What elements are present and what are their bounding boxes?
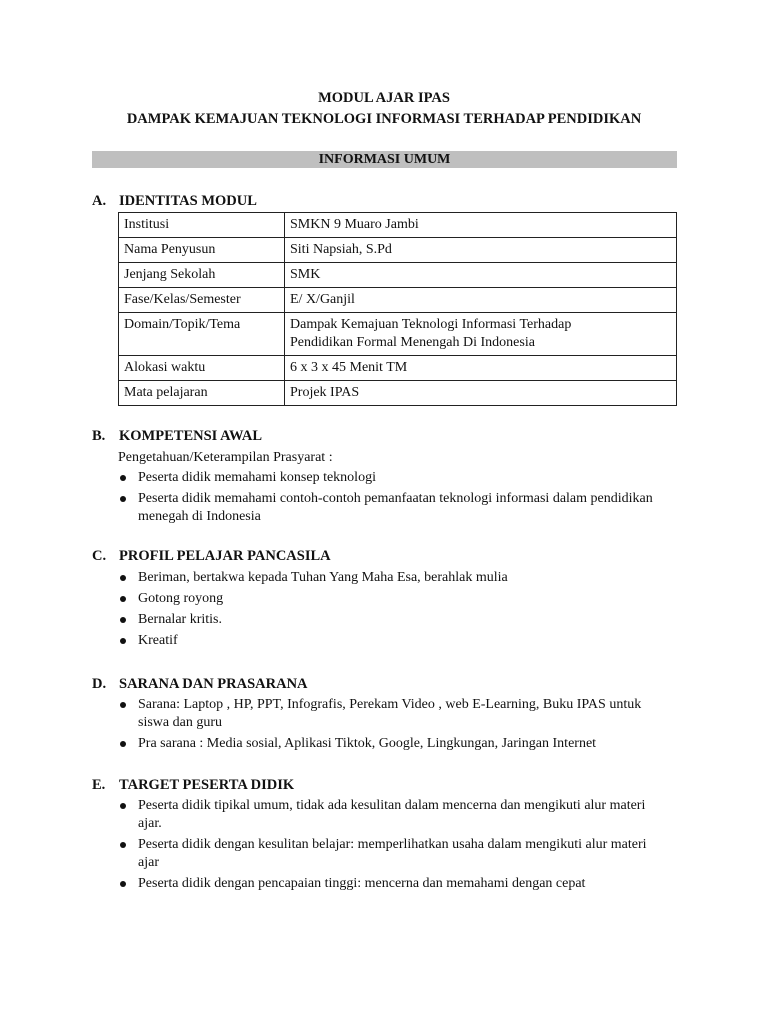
table-key: Institusi xyxy=(119,213,285,238)
section-b-intro: Pengetahuan/Keterampilan Prasyarat : xyxy=(118,450,333,465)
list-item xyxy=(118,797,663,833)
table-row xyxy=(119,213,677,238)
table-row xyxy=(119,288,677,313)
list-item xyxy=(118,569,663,587)
bullet-icon xyxy=(120,496,126,502)
section-c-title: PROFIL PELAJAR PANCASILA xyxy=(119,548,331,564)
table-value: 6 x 3 x 45 Menit TM xyxy=(285,356,677,381)
section-c xyxy=(92,547,692,566)
table-value: SMK xyxy=(285,263,677,288)
section-d-title: SARANA DAN PRASARANA xyxy=(119,676,308,692)
section-c-list xyxy=(118,569,663,653)
table-key: Nama Penyusun xyxy=(119,238,285,263)
info-bar: INFORMASI UMUM xyxy=(92,151,677,168)
section-e-heading xyxy=(92,776,692,795)
list-item-text: Kreatif xyxy=(138,633,178,648)
section-b-heading xyxy=(92,427,692,446)
section-b-list xyxy=(118,469,663,529)
table-value: Dampak Kemajuan Teknologi Informasi Terhadap Pendidikan Formal Menengah Di Indonesia xyxy=(285,313,677,356)
table-key: Domain/Topik/Tema xyxy=(119,313,285,356)
section-c-heading xyxy=(92,547,692,566)
list-item xyxy=(118,875,663,893)
table-row xyxy=(119,356,677,381)
list-item-text: Peserta didik memahami contoh-contoh pemanfaatan teknologi informasi dalam pendidikan menegah di Indonesia xyxy=(138,491,653,524)
table-value: SMKN 9 Muaro Jambi xyxy=(285,213,677,238)
section-d-heading xyxy=(92,675,692,694)
list-item xyxy=(118,490,663,526)
table-key: Alokasi waktu xyxy=(119,356,285,381)
list-item xyxy=(118,590,663,608)
section-d-list xyxy=(118,696,663,756)
section-b-title: KOMPETENSI AWAL xyxy=(119,428,263,444)
list-item-text: Pra sarana : Media sosial, Aplikasi Tiktok, Google, Lingkungan, Jaringan Internet xyxy=(138,736,597,751)
table-row xyxy=(119,238,677,263)
table-row xyxy=(119,381,677,406)
table-row xyxy=(119,313,677,356)
section-b xyxy=(92,427,692,446)
bullet-icon xyxy=(120,475,126,481)
list-item xyxy=(118,632,663,650)
bullet-icon xyxy=(120,702,126,708)
section-d xyxy=(92,675,692,694)
section-d-letter: D. xyxy=(92,676,107,692)
list-item xyxy=(118,836,663,872)
bullet-icon xyxy=(120,617,126,623)
table-key: Jenjang Sekolah xyxy=(119,263,285,288)
bullet-icon xyxy=(120,741,126,747)
list-item-text: Sarana: Laptop , HP, PPT, Infografis, Perekam Video , web E-Learning, Buku IPAS untuk siswa dan guru xyxy=(138,697,642,730)
table-value: Siti Napsiah, S.Pd xyxy=(285,238,677,263)
list-item-text: Bernalar kritis. xyxy=(138,612,222,627)
table-value: Projek IPAS xyxy=(285,381,677,406)
list-item xyxy=(118,469,663,487)
bullet-icon xyxy=(120,803,126,809)
section-e-letter: E. xyxy=(92,777,106,793)
list-item xyxy=(118,735,663,753)
bullet-icon xyxy=(120,881,126,887)
section-a-title: IDENTITAS MODUL xyxy=(119,193,257,209)
section-e xyxy=(92,776,692,795)
section-e-list xyxy=(118,797,663,896)
list-item-text: Peserta didik memahami konsep teknologi xyxy=(138,470,376,485)
list-item xyxy=(118,696,663,732)
identity-table xyxy=(118,212,677,406)
list-item xyxy=(118,611,663,629)
section-a-letter: A. xyxy=(92,193,107,209)
bullet-icon xyxy=(120,575,126,581)
section-a-heading xyxy=(92,192,692,211)
list-item-text: Gotong royong xyxy=(138,591,224,606)
table-key: Fase/Kelas/Semester xyxy=(119,288,285,313)
section-e-title: TARGET PESERTA DIDIK xyxy=(119,777,295,793)
bullet-icon xyxy=(120,842,126,848)
list-item-text: Beriman, bertakwa kepada Tuhan Yang Maha Esa, berahlak mulia xyxy=(138,570,508,585)
bullet-icon xyxy=(120,596,126,602)
list-item-text: Peserta didik tipikal umum, tidak ada kesulitan dalam mencerna dan mengikuti alur materi ajar. xyxy=(138,798,646,831)
section-c-letter: C. xyxy=(92,548,107,564)
table-row xyxy=(119,263,677,288)
section-a xyxy=(92,192,692,211)
document-title: MODUL AJAR IPAS xyxy=(318,90,450,106)
table-key: Mata pelajaran xyxy=(119,381,285,406)
list-item-text: Peserta didik dengan kesulitan belajar: memperlihatkan usaha dalam mengikuti alur materi ajar xyxy=(138,837,647,870)
bullet-icon xyxy=(120,638,126,644)
section-b-letter: B. xyxy=(92,428,106,444)
list-item-text: Peserta didik dengan pencapaian tinggi: mencerna dan memahami dengan cepat xyxy=(138,876,586,891)
table-value: E/ X/Ganjil xyxy=(285,288,677,313)
document-subtitle: DAMPAK KEMAJUAN TEKNOLOGI INFORMASI TERHADAP PENDIDIKAN xyxy=(126,111,642,127)
